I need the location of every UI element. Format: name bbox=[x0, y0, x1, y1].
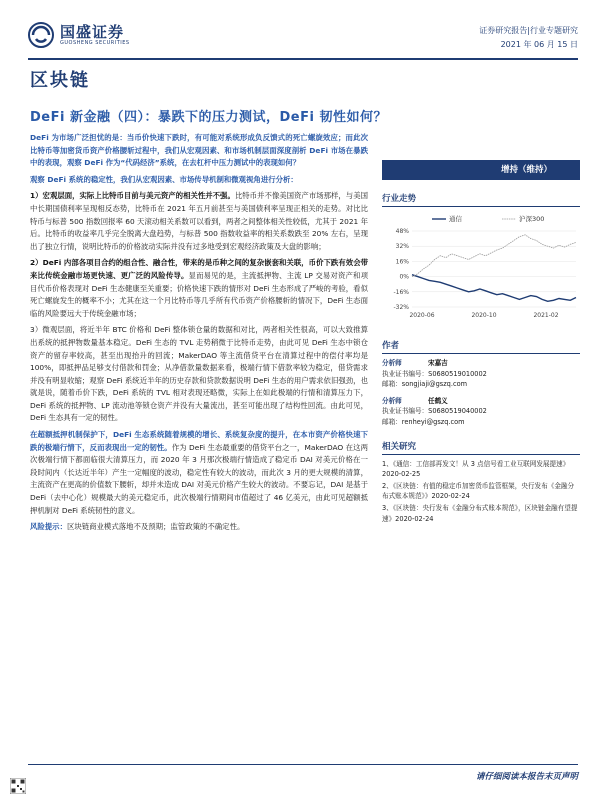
point-1-head: 1）宏观层面，实际上比特币目前与美元资产的相关性并不强。 bbox=[30, 191, 235, 201]
analyst-card bbox=[382, 358, 580, 390]
point-2-head: 2）DeFi 内部各项目合约的组合性、融合性，带来的是币种之间的复杂嵌套和关联，币价下跌有效会带来比传统金融市场更快速、更广泛的风险传导。 bbox=[30, 258, 368, 280]
page-header bbox=[28, 22, 578, 62]
analyst-role: 分析师 bbox=[382, 396, 402, 405]
analyst-heading: 作者 bbox=[382, 339, 580, 354]
y-tick-label: -16% bbox=[393, 288, 409, 296]
guosheng-logo-icon bbox=[28, 22, 54, 48]
email-label: 邮箱： bbox=[382, 380, 402, 389]
trend-heading: 行业走势 bbox=[382, 192, 580, 207]
footer-divider bbox=[28, 764, 578, 765]
cert-label: 执业证书编号： bbox=[382, 407, 429, 416]
logo-english: GUOSHENG SECURITIES bbox=[60, 39, 130, 46]
related-list bbox=[382, 459, 580, 525]
logo-chinese: 国盛证券 bbox=[60, 22, 125, 41]
cert-number: S0680519040002 bbox=[428, 407, 487, 416]
legend-label: 沪深300 bbox=[519, 215, 545, 223]
industry-trend-chart bbox=[382, 211, 580, 323]
related-item[interactable]: 2、《区块链：有值的稳定币加密货币监管框架，央行发布《金融分布式账本规范》》2020-02-24 bbox=[382, 481, 575, 501]
analyst-email[interactable]: renheyi@gszq.com bbox=[401, 417, 465, 426]
point-1-body: 比特币并不像美国资产市场那样，与美国中长期国债利率呈现相反态势，比特币在 2021 年五月前甚至与美国债利率呈现正相关的走势。对比比特币与标普 500 指数回报率 60 天滚动相关系数可以看到，两者之间整体相关性较低，尤其于 2021 年后。比特币的收益率几乎完全脱离大盘趋势，与标普 500 指数收益率的相关系数跌至 20% 左右，呈现出了独立行情，说明比特币的价格波动实际并没有过多地受到宏观经济政策及大盘的影响； bbox=[30, 191, 368, 251]
report-type: 证券研究报告|行业专题研究 bbox=[479, 26, 578, 35]
risk-label: 风险提示： bbox=[30, 522, 67, 532]
analyst-name: 宋嘉吉 bbox=[428, 359, 448, 367]
company-logo bbox=[28, 22, 130, 48]
y-tick-label: -32% bbox=[393, 304, 409, 311]
x-tick-label: 2021-02 bbox=[533, 312, 559, 319]
intro-paragraph: DeFi 为市场广泛担忧的是：当币价快速下跌时，有可能对系统形成负反馈式的死亡螺旋效应；而此次比特币等加密货币资产价格腰斩过程中，我们从宏观因素、和市场机制层面深度剖析 DeFi 市场在暴跌中的表现，观察 DeFi 作为“代码经济”系统，在去杠杆中压力测试中的表现如何？ bbox=[30, 133, 368, 168]
qr-code-icon bbox=[10, 778, 26, 794]
y-tick-label: 16% bbox=[395, 258, 409, 266]
point-4-body: 作为 DeFi 生态最重要的借贷平台之一，MakerDAO 在这两次极端行情下都面临很大清算压力，而 2020 年 3 月那次极端行情造成了稳定币 DAI 对美元价格在一段时间内（长达近半年）产生一定幅度的波动，稳定性有较大的波动，而此次 3 月的更大规模的清算，主流资产在更高的价值数下腰斩，却并未造成 DAI 对美元价格产生较大的波动。不要忘记，DAI 是基于 DeFi（去中心化）规模最大的美元稳定币，此次极端行情期间市值超过了 46 亿美元，由此可见超额抵押机制对 DeFi 系统韧性的意义。 bbox=[30, 442, 368, 515]
cert-label: 执业证书编号： bbox=[382, 369, 429, 378]
analyst-card bbox=[382, 396, 580, 428]
x-tick-label: 2020-06 bbox=[409, 312, 435, 319]
sidebar bbox=[382, 160, 580, 525]
analyst-email[interactable]: songjiaji@gszq.com bbox=[401, 380, 468, 389]
footer-disclaimer: 请仔细阅读本报告末页声明 bbox=[475, 772, 578, 782]
point-4-head: 在超额抵押机制保护下，DeFi 生态系统随着规模的增长、系统复杂度的提升，在本市资产价格快速下跌的极端行情下，反而表现出一定的韧性。 bbox=[30, 430, 368, 452]
point-3: 3）微观层面，将近半年 BTC 价格和 DeFi 整体锁仓量的数据和对比，两者相关性很高，可以大致推算出系统的抵押物数量基本稳定。DeFi 生态的 TVL 走势稍微于比特币走势，由此可见 DeFi 生态中锁仓资产的留存率较高，甚至出现抬升的回流；MakerDAO 等主流借贷平台在清算过程中的偿付率均是 100%，即抵押品足够支付借款和罚金；从净借款量数据来看，极端行情下借款率较为稳定，借贷需求并没有明显收缩；观察 DeFi 系统近半年的历史存款和贷款数据说明 DeFi 生态的用户需求依旧强劲，也就是说，随着币价下跌，DeFi 系统的 TVL 相对表现还略微，实际上在如此极端的行情和清算压力下，DeFi 系统的抵押物、LP 流动池等锁仓资产并没有大量流出，甚至可能出现了结构性回流。由此可见，DeFi 生态具有一定的韧性。 bbox=[30, 325, 368, 423]
report-date: 2021 年 06 月 15 日 bbox=[500, 40, 578, 49]
point-2 bbox=[30, 257, 368, 320]
cert-number: S0680519010002 bbox=[428, 369, 487, 378]
y-tick-label: 32% bbox=[395, 243, 409, 251]
y-tick-label: 0% bbox=[399, 273, 409, 281]
point-2-body: 显而易见的是，主流抵押物、主流 LP 交易对资产和项目代币价格表现对 DeFi 生态健康至关重要；价格快速下跌的情形对 DeFi 生态形成了严峻的考验，看似死亡螺旋发生的概率不小；尤其在这一个月比特币等几乎所有代币资产价格腰斩的情况下，DeFi 生态面临的风险要远大于传统金融市场； bbox=[30, 270, 368, 318]
y-tick-label: 48% bbox=[395, 228, 409, 235]
analyst-name: 任鹤义 bbox=[428, 396, 448, 405]
related-item[interactable]: 1、《通信：工信部再发文！从 3 点信号看工业互联网发展提速》2020-02-25 bbox=[382, 459, 570, 479]
industry-title: 区块链 bbox=[30, 70, 90, 91]
point-1 bbox=[30, 190, 368, 253]
series-line-hs300 bbox=[412, 235, 576, 277]
analyst-list bbox=[382, 358, 580, 428]
risk-text: 区块链商业模式落地不及预期；监管政策的不确定性。 bbox=[66, 522, 245, 532]
analyst-role: 分析师 bbox=[382, 359, 402, 367]
lead-paragraph: 观察 DeFi 系统的稳定性，我们从宏观因素、市场传导机制和微观视角进行分析： bbox=[30, 174, 298, 184]
email-label: 邮箱： bbox=[382, 417, 402, 426]
series-line-tongxin bbox=[412, 275, 576, 302]
page-footer bbox=[28, 764, 578, 782]
legend-label: 通信 bbox=[449, 215, 462, 223]
point-4 bbox=[30, 429, 368, 517]
x-tick-label: 2020-10 bbox=[471, 312, 497, 319]
related-heading: 相关研究 bbox=[382, 440, 580, 455]
main-body bbox=[30, 132, 368, 538]
header-divider bbox=[28, 58, 578, 60]
rating-badge: 增持（维持） bbox=[382, 160, 580, 180]
report-subtitle: DeFi 新金融（四）：暴跌下的压力测试，DeFi 韧性如何？ bbox=[30, 110, 387, 125]
risk-warning bbox=[30, 521, 368, 534]
related-item[interactable]: 3、《区块链：央行发布《金融分布式账本规范》，区块链金融有望提速》2020-02-24 bbox=[382, 503, 578, 523]
